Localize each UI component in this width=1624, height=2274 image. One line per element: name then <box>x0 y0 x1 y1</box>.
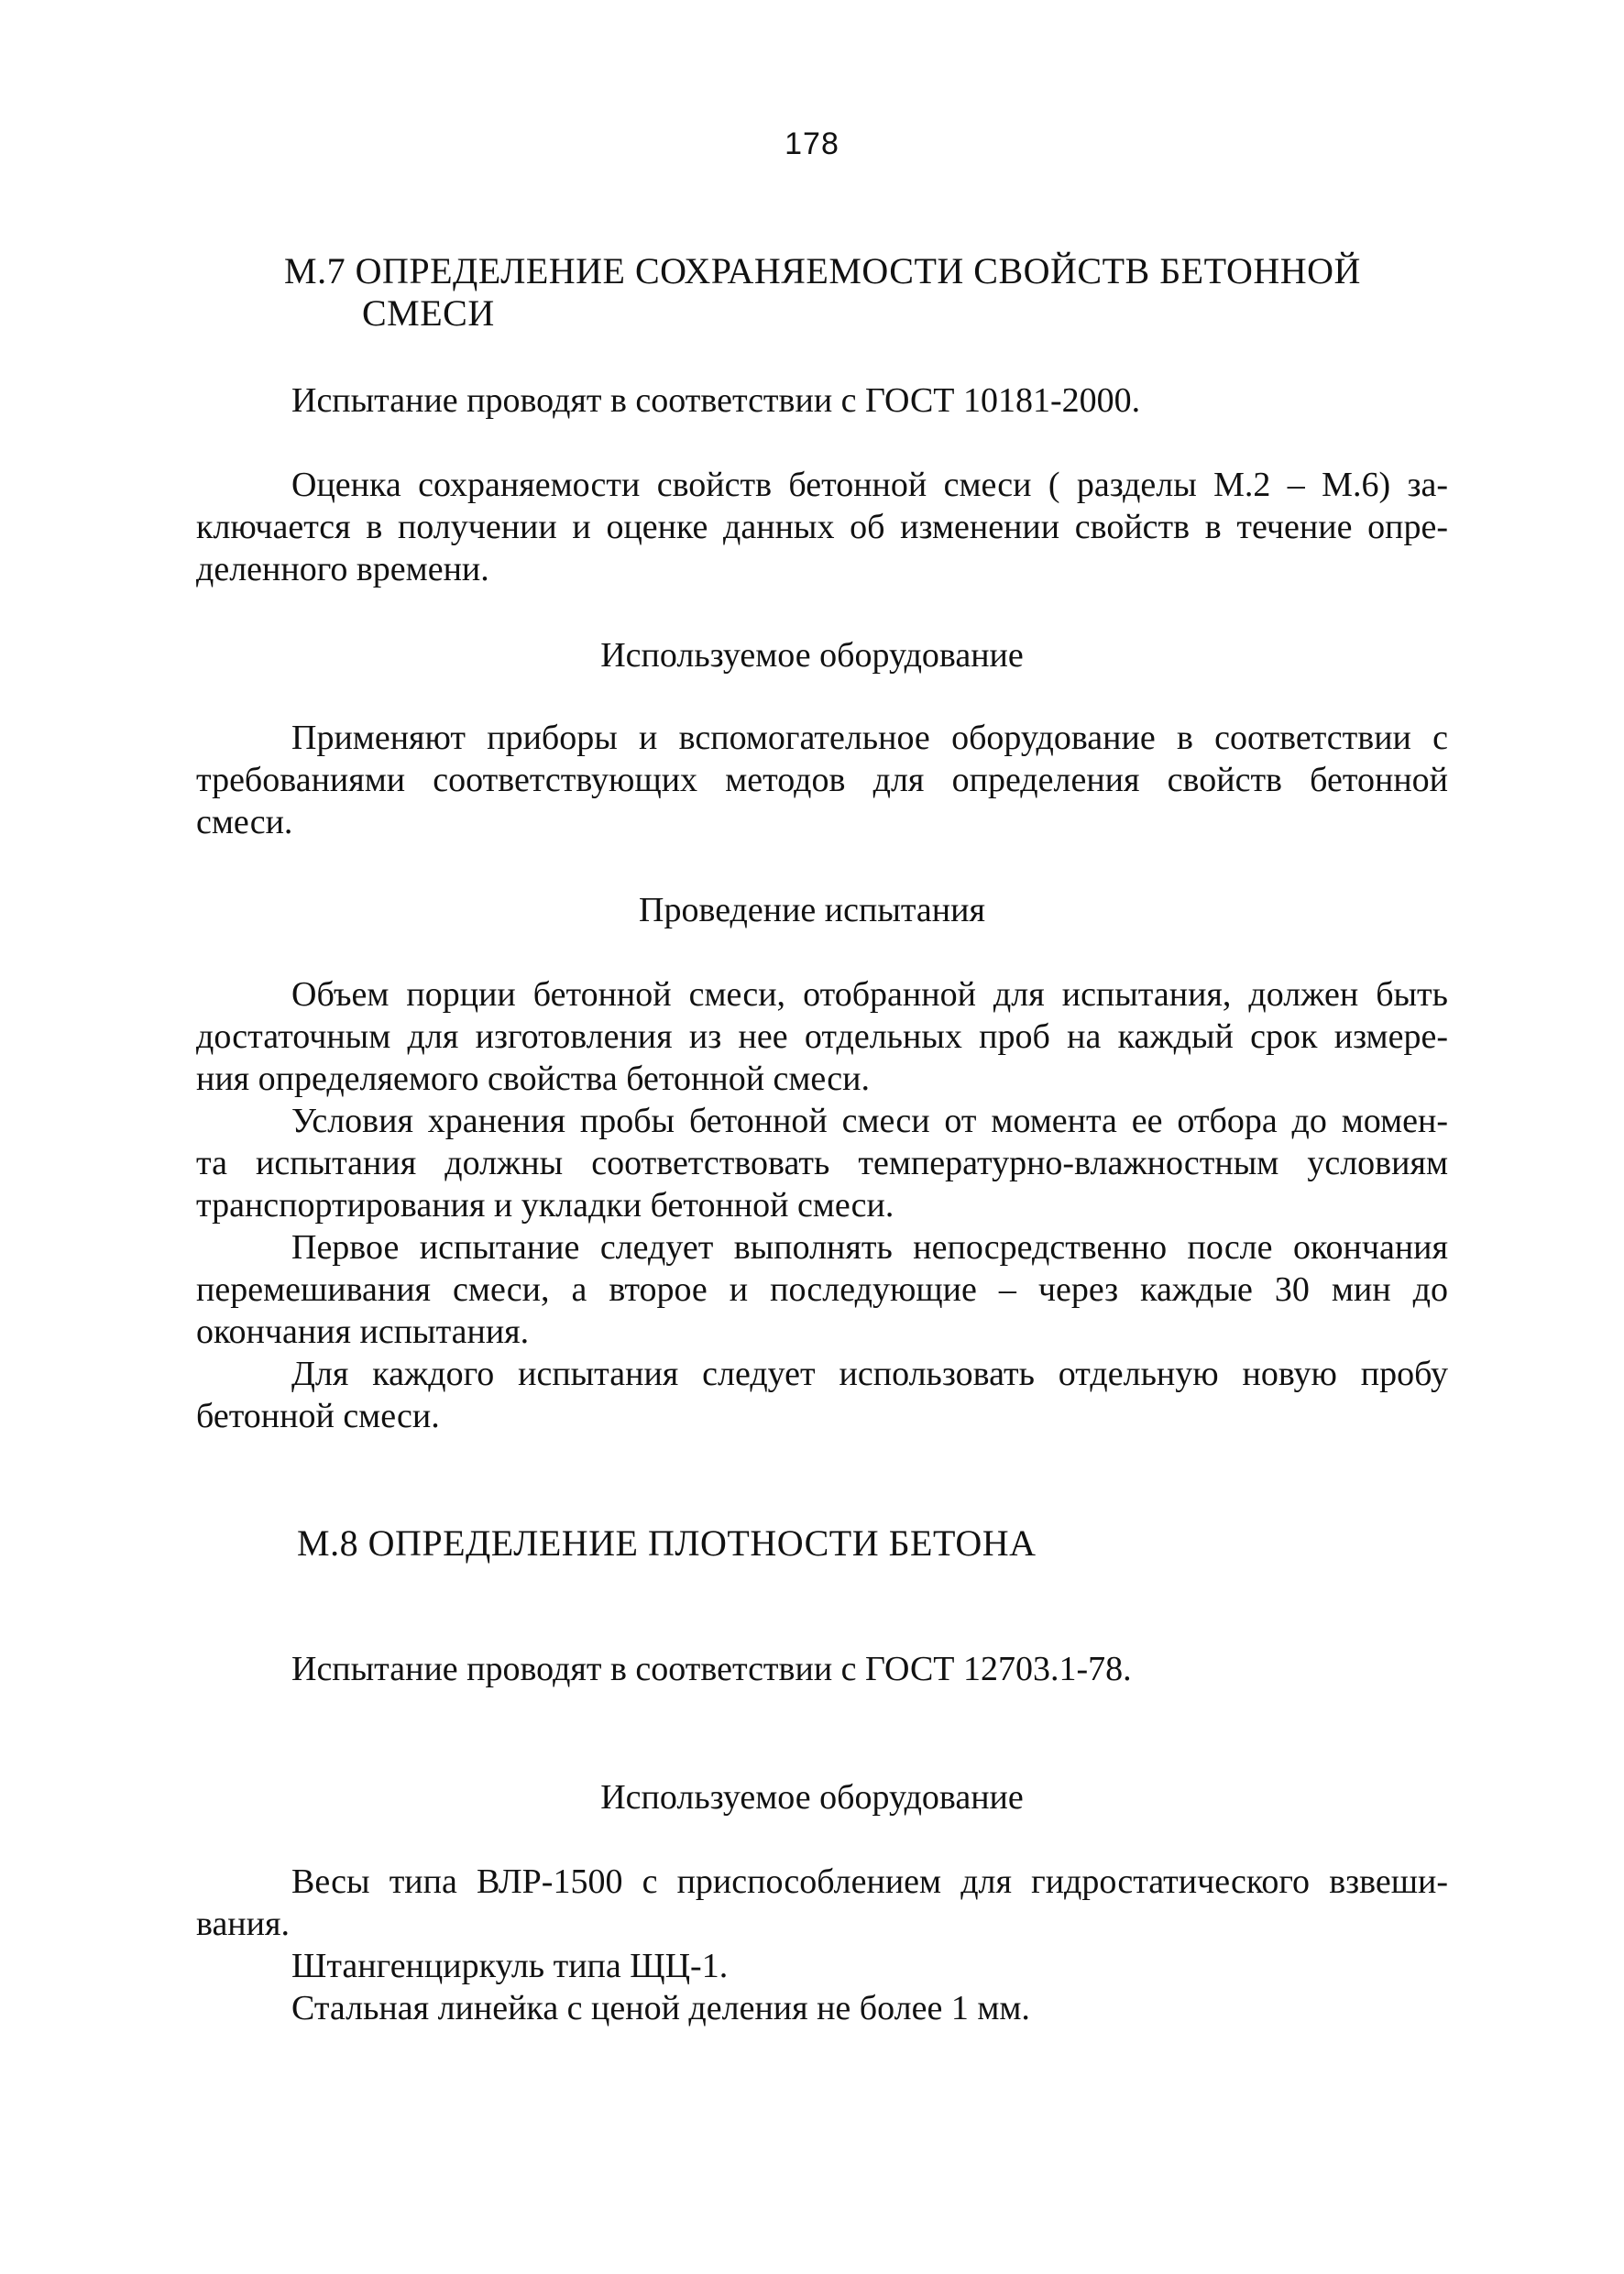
section-m7-title-line2: СМЕСИ <box>362 292 495 334</box>
paragraph-line: достаточным для изготовления из нее отдельных проб на каждый срок измере- <box>196 1017 1448 1056</box>
paragraph-line: Применяют приборы и вспомогательное оборудование в соответствии с <box>291 719 1448 757</box>
paragraph-line: окончания испытания. <box>196 1313 530 1351</box>
section-m7-equipment-paragraph <box>196 717 1448 843</box>
paragraph-line: Весы типа ВЛР-1500 с приспособлением для гидростатического взвеши- <box>291 1862 1448 1901</box>
paragraph-line: ния определяемого свойства бетонной смеси. <box>196 1060 870 1098</box>
paragraph-line: перемешивания смеси, а второе и последующие – через каждые 30 мин до <box>196 1270 1448 1309</box>
paragraph-line: та испытания должны соответствовать температурно-влажностным условиям <box>196 1144 1448 1182</box>
paragraph-line: ключается в получении и оценке данных об изменении свойств в течение опре- <box>196 508 1448 546</box>
section-m8-equipment-item-3: Стальная линейка с ценой деления не более 1 мм. <box>291 1989 1030 2027</box>
paragraph-line: бетонной смеси. <box>196 1397 440 1435</box>
section-m7-procedure-paragraph-4 <box>196 1353 1448 1437</box>
paragraph-line: транспортирования и укладки бетонной смеси. <box>196 1186 894 1225</box>
paragraph-line: вания. <box>196 1905 290 1943</box>
section-m7-procedure-paragraph-1 <box>196 973 1448 1100</box>
section-m8-equipment-item-1 <box>196 1861 1448 1945</box>
page-number: 178 <box>785 126 839 161</box>
paragraph-line: деленного времени. <box>196 550 489 588</box>
section-m8-equipment-item-2: Штангенциркуль типа ЩЦ-1. <box>291 1947 729 1985</box>
section-m7-procedure-paragraph-2 <box>196 1100 1448 1226</box>
paragraph-line: требованиями соответствующих методов для определения свойств бетонной <box>196 761 1448 799</box>
section-m8-title: М.8 ОПРЕДЕЛЕНИЕ ПЛОТНОСТИ БЕТОНА <box>297 1522 1037 1564</box>
section-m7-equipment-heading: Используемое оборудование <box>600 636 1024 675</box>
paragraph-line: Объем порции бетонной смеси, отобранной для испытания, должен быть <box>291 975 1448 1014</box>
section-m7-intro: Испытание проводят в соответствии с ГОСТ 10181-2000. <box>291 381 1141 420</box>
section-m7-procedure-heading: Проведение испытания <box>639 891 985 929</box>
paragraph-line: Для каждого испытания следует использовать отдельную новую пробу <box>291 1355 1448 1393</box>
paragraph-line: Первое испытание следует выполнять непосредственно после окончания <box>291 1228 1448 1267</box>
section-m7-procedure-paragraph-3 <box>196 1226 1448 1353</box>
section-m8-equipment-heading: Используемое оборудование <box>600 1778 1024 1817</box>
paragraph-line: смеси. <box>196 803 293 841</box>
paragraph-line: Условия хранения пробы бетонной смеси от момента ее отбора до момен- <box>291 1102 1448 1140</box>
section-m7-assessment-paragraph <box>196 464 1448 590</box>
section-m7-title-line1: М.7 ОПРЕДЕЛЕНИЕ СОХРАНЯЕМОСТИ СВОЙСТВ БЕТОННОЙ <box>284 250 1361 291</box>
section-m8-intro: Испытание проводят в соответствии с ГОСТ 12703.1-78. <box>291 1650 1132 1688</box>
paragraph-line: Оценка сохраняемости свойств бетонной смеси ( разделы М.2 – М.6) за- <box>291 466 1448 504</box>
